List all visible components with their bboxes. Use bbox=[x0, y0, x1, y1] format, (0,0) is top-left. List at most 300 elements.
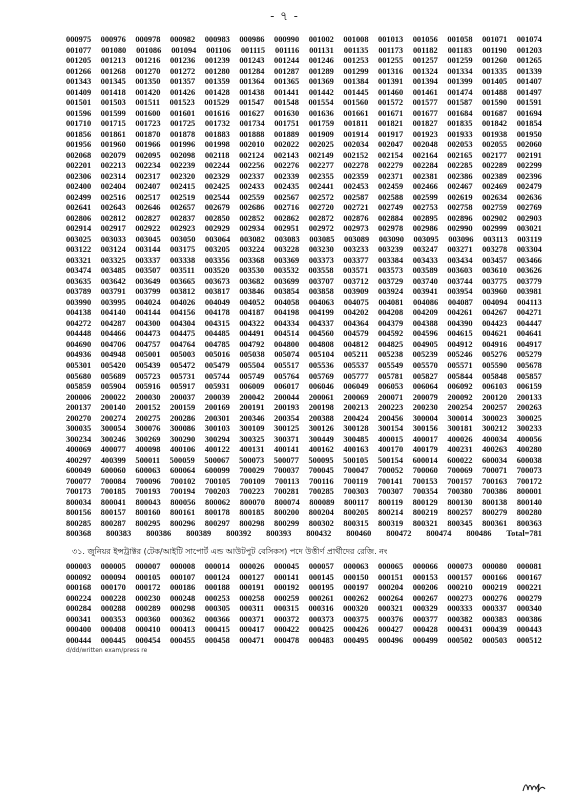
roll-number: 005038 bbox=[239, 350, 265, 360]
roll-number: 002588 bbox=[378, 192, 404, 202]
roll-number: 004271 bbox=[516, 308, 542, 318]
roll-number: 300233 bbox=[516, 424, 542, 434]
roll-number: 002876 bbox=[343, 213, 369, 223]
roll-number: 005749 bbox=[239, 371, 265, 381]
roll-number: 000014 bbox=[204, 562, 230, 571]
roll-number: 002759 bbox=[482, 203, 508, 213]
roll-number: 000471 bbox=[239, 635, 265, 645]
roll-number: 003271 bbox=[447, 245, 473, 255]
roll-number: 004592 bbox=[378, 329, 404, 339]
roll-number: 800321 bbox=[412, 518, 438, 528]
roll-number: 800368 bbox=[66, 529, 92, 539]
roll-number: 000261 bbox=[308, 593, 334, 603]
roll-number: 004706 bbox=[100, 339, 126, 349]
number-row bbox=[66, 130, 542, 141]
roll-number: 800432 bbox=[306, 529, 332, 539]
roll-number: 002914 bbox=[66, 224, 92, 234]
roll-number: 002381 bbox=[412, 171, 438, 181]
roll-number: 001811 bbox=[343, 119, 369, 129]
roll-number: 400026 bbox=[447, 434, 473, 444]
roll-number: 002355 bbox=[308, 171, 334, 181]
roll-number: 000439 bbox=[482, 625, 508, 635]
roll-number: 004315 bbox=[204, 318, 230, 328]
roll-number: 000008 bbox=[170, 562, 196, 571]
roll-number: 000383 bbox=[482, 614, 508, 624]
roll-number: 001115 bbox=[240, 45, 266, 55]
roll-number: 800460 bbox=[346, 529, 372, 539]
roll-number: 004364 bbox=[343, 318, 369, 328]
roll-number: 400106 bbox=[170, 445, 196, 455]
roll-number: 001732 bbox=[204, 119, 230, 129]
roll-number: 001056 bbox=[412, 35, 438, 44]
roll-number: 004579 bbox=[343, 329, 369, 339]
roll-number: 700077 bbox=[66, 476, 92, 486]
roll-number: 001094 bbox=[171, 45, 197, 55]
roll-number: 700153 bbox=[412, 476, 438, 486]
number-row bbox=[66, 98, 542, 109]
number-row bbox=[66, 636, 542, 647]
roll-number: 005517 bbox=[274, 360, 300, 370]
roll-number: 003377 bbox=[343, 255, 369, 265]
roll-number: 800279 bbox=[482, 508, 508, 518]
roll-number: 002118 bbox=[204, 150, 230, 160]
roll-number: Total=781 bbox=[506, 529, 542, 539]
roll-number: 200263 bbox=[516, 403, 542, 413]
roll-number: 001343 bbox=[66, 77, 92, 87]
roll-number: 002068 bbox=[66, 150, 92, 160]
roll-number: 001131 bbox=[309, 45, 334, 55]
roll-number: 001591 bbox=[516, 98, 542, 108]
roll-number: 001587 bbox=[447, 98, 473, 108]
roll-number: 005916 bbox=[135, 382, 161, 392]
number-row bbox=[66, 583, 542, 594]
roll-number: 003304 bbox=[516, 245, 542, 255]
roll-number: 005472 bbox=[170, 360, 196, 370]
roll-number: 400015 bbox=[378, 434, 404, 444]
roll-number: 400098 bbox=[135, 445, 161, 455]
roll-number: 300054 bbox=[100, 424, 126, 434]
roll-number: 000360 bbox=[135, 614, 161, 624]
roll-number: 300290 bbox=[170, 434, 196, 444]
roll-number: 001259 bbox=[447, 56, 473, 66]
number-row bbox=[66, 477, 542, 488]
roll-number: 400034 bbox=[482, 434, 508, 444]
roll-number: 700096 bbox=[135, 476, 161, 486]
roll-number: 002320 bbox=[170, 171, 196, 181]
roll-number: 005504 bbox=[239, 360, 265, 370]
roll-number: 000167 bbox=[516, 572, 542, 582]
roll-number: 001878 bbox=[170, 129, 196, 139]
roll-number: 003941 bbox=[412, 287, 438, 297]
roll-number: 800361 bbox=[482, 518, 508, 528]
roll-number: 004917 bbox=[516, 339, 542, 349]
roll-number: 000298 bbox=[170, 604, 196, 614]
roll-number: 002279 bbox=[378, 161, 404, 171]
roll-number: 200169 bbox=[204, 403, 230, 413]
roll-number: 001405 bbox=[482, 77, 508, 87]
number-row bbox=[66, 256, 542, 267]
roll-number: 002404 bbox=[100, 182, 126, 192]
roll-number: 004261 bbox=[447, 308, 473, 318]
roll-number: 000316 bbox=[308, 604, 334, 614]
roll-number: 001861 bbox=[100, 129, 126, 139]
roll-number: 500154 bbox=[377, 455, 403, 465]
roll-number: 000105 bbox=[135, 572, 161, 582]
roll-number: 800140 bbox=[516, 497, 542, 507]
roll-number: 001511 bbox=[135, 98, 161, 108]
roll-number: 300449 bbox=[308, 434, 334, 444]
roll-number: 001710 bbox=[66, 119, 92, 129]
roll-number: 400056 bbox=[516, 434, 542, 444]
roll-number: 005479 bbox=[204, 360, 230, 370]
roll-number: 003205 bbox=[204, 245, 230, 255]
number-row bbox=[66, 77, 542, 88]
roll-number: 200006 bbox=[66, 392, 92, 402]
roll-number: 000373 bbox=[308, 614, 334, 624]
roll-number: 003466 bbox=[516, 255, 542, 265]
roll-number: 002239 bbox=[170, 161, 196, 171]
roll-number: 003144 bbox=[135, 245, 161, 255]
roll-number: 002433 bbox=[239, 182, 265, 192]
roll-number: 001996 bbox=[170, 140, 196, 150]
roll-number: 001627 bbox=[239, 108, 265, 118]
roll-number: 001694 bbox=[516, 108, 542, 118]
roll-number: 600099 bbox=[204, 466, 230, 476]
roll-number: 000372 bbox=[274, 614, 300, 624]
roll-number: 002337 bbox=[239, 171, 265, 181]
roll-number: 003799 bbox=[135, 287, 161, 297]
roll-number: 001950 bbox=[516, 129, 542, 139]
roll-number: 004272 bbox=[66, 318, 92, 328]
number-row bbox=[66, 308, 542, 319]
roll-number: 005744 bbox=[204, 371, 230, 381]
number-row bbox=[66, 214, 542, 225]
roll-number: 200230 bbox=[412, 403, 438, 413]
roll-number: 001933 bbox=[447, 129, 473, 139]
roll-number: 800156 bbox=[66, 508, 92, 518]
roll-number: 800041 bbox=[100, 497, 126, 507]
roll-number: 004690 bbox=[66, 339, 92, 349]
roll-number: 001889 bbox=[274, 129, 300, 139]
roll-number: 000127 bbox=[239, 572, 265, 582]
roll-number: 200071 bbox=[378, 392, 404, 402]
roll-number: 000329 bbox=[412, 604, 438, 614]
roll-number: 000145 bbox=[308, 572, 334, 582]
number-row bbox=[66, 151, 542, 162]
roll-number: 000986 bbox=[239, 35, 265, 44]
roll-number: 003321 bbox=[66, 255, 92, 265]
roll-number: 003113 bbox=[483, 234, 508, 244]
roll-number: 002973 bbox=[343, 224, 369, 234]
roll-number: 000377 bbox=[412, 614, 438, 624]
roll-number: 001590 bbox=[481, 98, 508, 108]
roll-number: 001080 bbox=[101, 45, 127, 55]
roll-number: 002284 bbox=[412, 161, 438, 171]
roll-number: 002124 bbox=[239, 150, 265, 160]
number-row bbox=[66, 88, 542, 99]
roll-number: 300212 bbox=[482, 424, 508, 434]
roll-number: 000422 bbox=[274, 625, 300, 635]
roll-number: 000284 bbox=[66, 604, 92, 614]
roll-number: 001917 bbox=[378, 129, 404, 139]
roll-number: 300126 bbox=[308, 424, 334, 434]
roll-number: 000376 bbox=[378, 614, 404, 624]
roll-number: 002862 bbox=[274, 213, 300, 223]
roll-number: 000495 bbox=[343, 635, 369, 645]
roll-number: 200275 bbox=[135, 413, 161, 423]
roll-number: 000976 bbox=[100, 35, 126, 44]
roll-number: 002154 bbox=[377, 150, 403, 160]
roll-number: 000150 bbox=[343, 572, 369, 582]
roll-number: 002516 bbox=[100, 192, 126, 202]
number-row bbox=[66, 529, 542, 540]
roll-number: 001203 bbox=[516, 45, 542, 55]
roll-number: 003649 bbox=[135, 276, 161, 286]
roll-number: 004024 bbox=[135, 297, 161, 307]
roll-number: 001560 bbox=[343, 98, 369, 108]
roll-number: 002149 bbox=[308, 150, 334, 160]
roll-number: 001596 bbox=[66, 108, 92, 118]
roll-number: 400131 bbox=[239, 445, 265, 455]
signature-icon bbox=[521, 780, 547, 794]
roll-number: 004144 bbox=[135, 308, 161, 318]
roll-number: 001548 bbox=[273, 98, 299, 108]
roll-number: 800157 bbox=[100, 508, 126, 518]
roll-number: 003571 bbox=[343, 266, 369, 276]
roll-number: 001244 bbox=[274, 56, 300, 66]
roll-number: 004912 bbox=[447, 339, 473, 349]
roll-number: 001723 bbox=[135, 119, 161, 129]
roll-number: 001116 bbox=[275, 45, 300, 55]
roll-number: 001257 bbox=[412, 56, 438, 66]
roll-number: 001384 bbox=[343, 77, 369, 87]
roll-number: 001821 bbox=[377, 119, 403, 129]
roll-number: 800287 bbox=[100, 518, 126, 528]
section-heading: ৩১. জুনিয়র ইন্সট্রাক্টর (টেক/আইটি সাপোর্ট এন্ড আউটপুট বেসিকস) পদে উত্তীর্ণ প্রার্থীদের রেজি. নং bbox=[72, 547, 388, 556]
roll-number: 001236 bbox=[170, 56, 196, 66]
roll-number: 004087 bbox=[447, 297, 473, 307]
roll-number: 000503 bbox=[482, 635, 508, 645]
roll-number: 002339 bbox=[274, 171, 300, 181]
roll-number: 002990 bbox=[447, 224, 473, 234]
roll-number: 200044 bbox=[274, 392, 300, 402]
roll-number: 001441 bbox=[274, 87, 300, 97]
roll-number: 000382 bbox=[447, 614, 473, 624]
roll-number: 003954 bbox=[447, 287, 473, 297]
roll-number: 006017 bbox=[274, 382, 300, 392]
roll-number: 003230 bbox=[308, 245, 334, 255]
roll-number: 006064 bbox=[412, 382, 438, 392]
roll-number: 000288 bbox=[100, 604, 126, 614]
roll-number: 700307 bbox=[378, 487, 404, 497]
number-row bbox=[66, 140, 542, 151]
roll-number: 004267 bbox=[482, 308, 508, 318]
roll-number: 002299 bbox=[516, 161, 542, 171]
roll-number: 004621 bbox=[482, 329, 508, 339]
roll-number: 700163 bbox=[482, 476, 508, 486]
roll-number: 001359 bbox=[204, 77, 230, 87]
roll-number: 200152 bbox=[135, 403, 161, 413]
roll-number: 002852 bbox=[239, 213, 265, 223]
roll-number: 002278 bbox=[343, 161, 369, 171]
roll-number: 600064 bbox=[170, 466, 196, 476]
roll-number: 002721 bbox=[343, 203, 369, 213]
roll-number: 700380 bbox=[447, 487, 473, 497]
roll-number: 001923 bbox=[412, 129, 438, 139]
roll-number: 800070 bbox=[239, 497, 265, 507]
roll-number: 003990 bbox=[66, 297, 92, 307]
roll-number: 005931 bbox=[204, 382, 230, 392]
roll-number: 700185 bbox=[100, 487, 126, 497]
number-row bbox=[66, 67, 542, 78]
roll-number: 001205 bbox=[66, 56, 92, 66]
roll-number: 002917 bbox=[100, 224, 126, 234]
roll-number: 005777 bbox=[343, 371, 369, 381]
roll-number: 400179 bbox=[412, 445, 438, 455]
number-row bbox=[66, 625, 542, 636]
roll-number: 700172 bbox=[516, 476, 542, 486]
roll-number: 001497 bbox=[516, 87, 542, 97]
roll-number: 800214 bbox=[378, 508, 404, 518]
roll-number: 002079 bbox=[100, 150, 126, 160]
roll-number: 004086 bbox=[413, 297, 439, 307]
roll-number: 001600 bbox=[135, 108, 161, 118]
roll-number: 000499 bbox=[412, 635, 438, 645]
roll-number: 002657 bbox=[170, 203, 196, 213]
number-row bbox=[66, 329, 542, 340]
roll-number: 003744 bbox=[447, 276, 473, 286]
roll-number: 001630 bbox=[274, 108, 300, 118]
roll-number: 000321 bbox=[377, 604, 403, 614]
roll-number: 002277 bbox=[308, 161, 334, 171]
roll-number: 000219 bbox=[482, 583, 508, 593]
roll-number: 001394 bbox=[412, 77, 438, 87]
roll-number: 400069 bbox=[66, 445, 92, 455]
roll-number: 300004 bbox=[412, 413, 438, 423]
roll-number: 005689 bbox=[100, 371, 126, 381]
roll-number: 001842 bbox=[481, 119, 508, 129]
roll-number: 800205 bbox=[343, 508, 369, 518]
roll-number: 005859 bbox=[66, 382, 92, 392]
roll-number: 001529 bbox=[204, 98, 230, 108]
roll-number: 700203 bbox=[204, 487, 230, 497]
number-row bbox=[66, 224, 542, 235]
roll-number: 003090 bbox=[378, 234, 404, 244]
roll-number: 002641 bbox=[66, 203, 92, 213]
roll-number: 005827 bbox=[412, 371, 438, 381]
roll-number: 006009 bbox=[239, 382, 265, 392]
roll-number: 005279 bbox=[516, 350, 542, 360]
roll-number: 400017 bbox=[412, 434, 438, 444]
roll-number: 800319 bbox=[378, 518, 404, 528]
roll-number: 800200 bbox=[274, 508, 300, 518]
number-row bbox=[66, 46, 542, 57]
roll-number: 200254 bbox=[447, 403, 473, 413]
roll-number: 003854 bbox=[274, 287, 300, 297]
roll-number: 800062 bbox=[205, 497, 231, 507]
roll-number: 001547 bbox=[239, 98, 265, 108]
roll-number: 002400 bbox=[66, 182, 92, 192]
roll-number: 200456 bbox=[378, 413, 404, 423]
roll-number: 004641 bbox=[516, 329, 542, 339]
roll-number: 004916 bbox=[482, 339, 508, 349]
roll-number: 001601 bbox=[170, 108, 196, 118]
roll-number: 004825 bbox=[378, 339, 404, 349]
roll-number: 001190 bbox=[482, 45, 507, 55]
roll-number: 003325 bbox=[100, 255, 126, 265]
number-row bbox=[66, 573, 542, 584]
roll-number: 200301 bbox=[204, 413, 230, 423]
roll-number: 003789 bbox=[66, 287, 92, 297]
roll-number: 800393 bbox=[266, 529, 292, 539]
roll-number: 700386 bbox=[482, 487, 508, 497]
roll-number: 000264 bbox=[378, 593, 404, 603]
roll-number: 003369 bbox=[274, 255, 300, 265]
roll-number: 400263 bbox=[482, 445, 508, 455]
roll-number: 800363 bbox=[516, 518, 542, 528]
roll-number: 004491 bbox=[239, 329, 265, 339]
roll-number: 000003 bbox=[66, 562, 92, 571]
roll-number: 001677 bbox=[412, 108, 438, 118]
roll-number: 003858 bbox=[308, 287, 334, 297]
roll-number: 000983 bbox=[204, 35, 230, 44]
roll-number: 002244 bbox=[204, 161, 230, 171]
roll-number: 001071 bbox=[482, 35, 508, 44]
roll-number: 000258 bbox=[239, 593, 265, 603]
roll-number: 001255 bbox=[378, 56, 404, 66]
number-row bbox=[66, 319, 542, 330]
roll-number: 003995 bbox=[100, 297, 126, 307]
roll-number: 000425 bbox=[308, 625, 334, 635]
roll-number: 004800 bbox=[274, 339, 300, 349]
roll-number: 005781 bbox=[378, 371, 404, 381]
number-row bbox=[66, 193, 542, 204]
roll-number: 001428 bbox=[204, 87, 230, 97]
roll-number: 000371 bbox=[239, 614, 265, 624]
roll-number: 003673 bbox=[204, 276, 230, 286]
roll-number: 003433 bbox=[412, 255, 438, 265]
roll-number: 000057 bbox=[308, 562, 334, 571]
roll-number: 000990 bbox=[274, 35, 300, 44]
roll-number: 001324 bbox=[412, 66, 438, 76]
roll-number: 800204 bbox=[308, 508, 334, 518]
roll-number: 003045 bbox=[135, 234, 161, 244]
roll-number: 200079 bbox=[412, 392, 438, 402]
roll-number: 600022 bbox=[447, 455, 473, 465]
roll-number: 700052 bbox=[378, 466, 404, 476]
roll-number: 001182 bbox=[412, 45, 438, 55]
roll-number: 002389 bbox=[482, 171, 508, 181]
roll-number: 005301 bbox=[66, 360, 92, 370]
roll-number: 003338 bbox=[170, 255, 196, 265]
roll-number: 300128 bbox=[343, 424, 369, 434]
roll-number: 002769 bbox=[516, 203, 542, 213]
roll-number: 001106 bbox=[206, 45, 231, 55]
roll-number: 300371 bbox=[274, 434, 300, 444]
roll-number: 600034 bbox=[481, 455, 508, 465]
roll-number: 800486 bbox=[466, 529, 492, 539]
roll-number: 003278 bbox=[482, 245, 508, 255]
roll-number: 005074 bbox=[274, 350, 300, 360]
roll-number: 700141 bbox=[377, 476, 403, 486]
roll-number: 000279 bbox=[516, 593, 542, 603]
roll-number: 002716 bbox=[274, 203, 300, 213]
roll-number: 700157 bbox=[447, 476, 473, 486]
roll-number: 006103 bbox=[482, 382, 508, 392]
roll-number: 800474 bbox=[426, 529, 452, 539]
roll-number: 003247 bbox=[412, 245, 438, 255]
roll-number: 002164 bbox=[412, 150, 438, 160]
